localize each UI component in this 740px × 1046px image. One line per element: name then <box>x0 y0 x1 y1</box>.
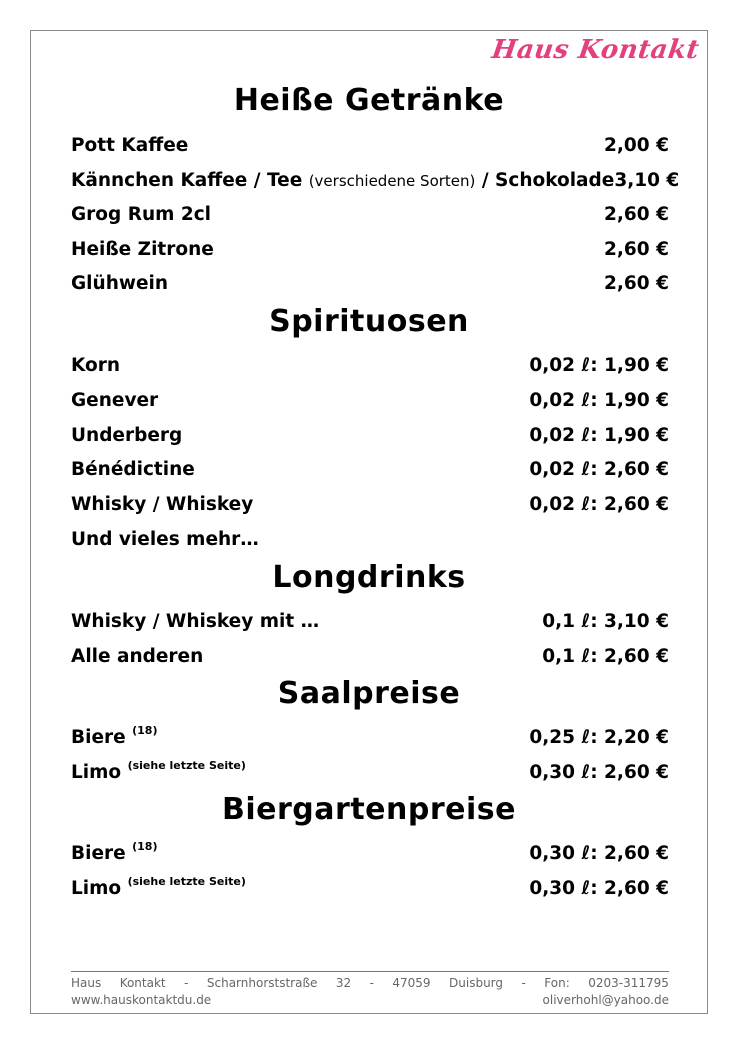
item-name-composite <box>71 170 614 191</box>
footer-contact-line <box>71 993 669 1007</box>
item-name: Korn <box>71 354 121 376</box>
item-price: 0,25 ℓ: 2,20 € <box>529 726 669 748</box>
item-name: Kännchen Kaffee / Tee <box>71 169 303 191</box>
section-title-spirituosen: Spirituosen <box>269 304 469 339</box>
menu-item <box>71 234 669 264</box>
footer-street: Scharnhorststraße <box>206 976 318 990</box>
item-name-composite <box>71 723 158 749</box>
item-price: 0,30 ℓ: 2,60 € <box>529 761 669 783</box>
item-sup-note: (18) <box>132 839 158 853</box>
footer-website-link[interactable]: www.hauskontaktdu.de <box>71 993 212 1007</box>
logo: Haus Kontakt <box>489 35 702 65</box>
footer-separator: - <box>521 976 526 990</box>
footer-phone: 0203-311795 <box>588 976 669 990</box>
footer-email-link[interactable]: oliverhohl@yahoo.de <box>542 993 669 1007</box>
item-name: Heiße Zitrone <box>71 238 214 260</box>
item-name-composite <box>71 839 158 865</box>
item-price: 3,10 € <box>614 169 680 191</box>
item-price: 0,02 ℓ: 1,90 € <box>529 354 669 376</box>
menu-item <box>71 165 680 195</box>
section-title-biergartenpreise: Biergartenpreise <box>222 792 516 827</box>
menu-item <box>71 838 669 868</box>
menu-page <box>30 30 708 1014</box>
item-name: Biere <box>71 843 126 865</box>
item-name: Whisky / Whiskey <box>71 493 254 515</box>
footer-phone-label: Fon: <box>544 976 570 990</box>
menu-item <box>71 420 669 450</box>
item-name: Limo <box>71 878 122 900</box>
item-price: 0,30 ℓ: 2,60 € <box>529 877 669 899</box>
menu-item <box>71 350 669 380</box>
item-name: Glühwein <box>71 272 169 294</box>
item-price: 0,02 ℓ: 2,60 € <box>529 493 669 515</box>
footer <box>71 971 669 1007</box>
menu-item <box>71 385 669 415</box>
menu-item <box>71 199 669 229</box>
item-name: Biere <box>71 727 126 749</box>
item-price: 2,60 € <box>604 238 669 260</box>
footer-separator: - <box>369 976 374 990</box>
footer-word: Haus <box>71 976 102 990</box>
item-price: 2,00 € <box>604 134 669 156</box>
menu-item <box>71 873 669 903</box>
footer-address-line <box>71 976 669 990</box>
item-name-composite <box>71 874 246 900</box>
item-price: 0,02 ℓ: 1,90 € <box>529 424 669 446</box>
item-price: 2,60 € <box>604 272 669 294</box>
footer-house-number: 32 <box>335 976 352 990</box>
menu-item <box>71 130 669 160</box>
item-price: 0,02 ℓ: 2,60 € <box>529 458 669 480</box>
menu-item <box>71 454 669 484</box>
menu-item <box>71 268 669 298</box>
footer-city: Duisburg <box>449 976 504 990</box>
item-name-suffix: / Schokolade <box>475 169 615 191</box>
menu-item <box>71 757 669 787</box>
item-name: Limo <box>71 762 122 784</box>
menu-item <box>71 524 669 554</box>
section-title-longdrinks: Longdrinks <box>272 560 466 595</box>
item-name: Bénédictine <box>71 458 195 480</box>
item-price: 2,60 € <box>604 203 669 225</box>
item-sup-note: (18) <box>132 723 158 737</box>
item-name: Grog Rum 2cl <box>71 203 212 225</box>
item-name: Pott Kaffee <box>71 134 189 156</box>
menu-item <box>71 641 669 671</box>
footer-word: Kontakt <box>119 976 166 990</box>
item-price: 0,02 ℓ: 1,90 € <box>529 389 669 411</box>
item-name: Alle anderen <box>71 645 204 667</box>
item-price: 0,1 ℓ: 3,10 € <box>542 610 669 632</box>
menu-item <box>71 606 669 636</box>
section-title-saalpreise: Saalpreise <box>277 676 461 711</box>
section-title-heisse-getraenke: Heiße Getränke <box>233 83 505 118</box>
item-sup-note: (siehe letzte Seite) <box>127 758 246 772</box>
item-name-composite <box>71 758 246 784</box>
footer-postcode: 47059 <box>392 976 431 990</box>
footer-separator: - <box>184 976 189 990</box>
menu-item <box>71 489 669 519</box>
item-name: Underberg <box>71 424 183 446</box>
item-name: Whisky / Whiskey mit … <box>71 610 320 632</box>
item-price: 0,30 ℓ: 2,60 € <box>529 842 669 864</box>
item-note: (verschiedene Sorten) <box>308 171 476 190</box>
menu-item <box>71 722 669 752</box>
item-name: Genever <box>71 389 159 411</box>
item-name: Und vieles mehr… <box>71 528 259 550</box>
item-sup-note: (siehe letzte Seite) <box>127 874 246 888</box>
item-price: 0,1 ℓ: 2,60 € <box>542 645 669 667</box>
